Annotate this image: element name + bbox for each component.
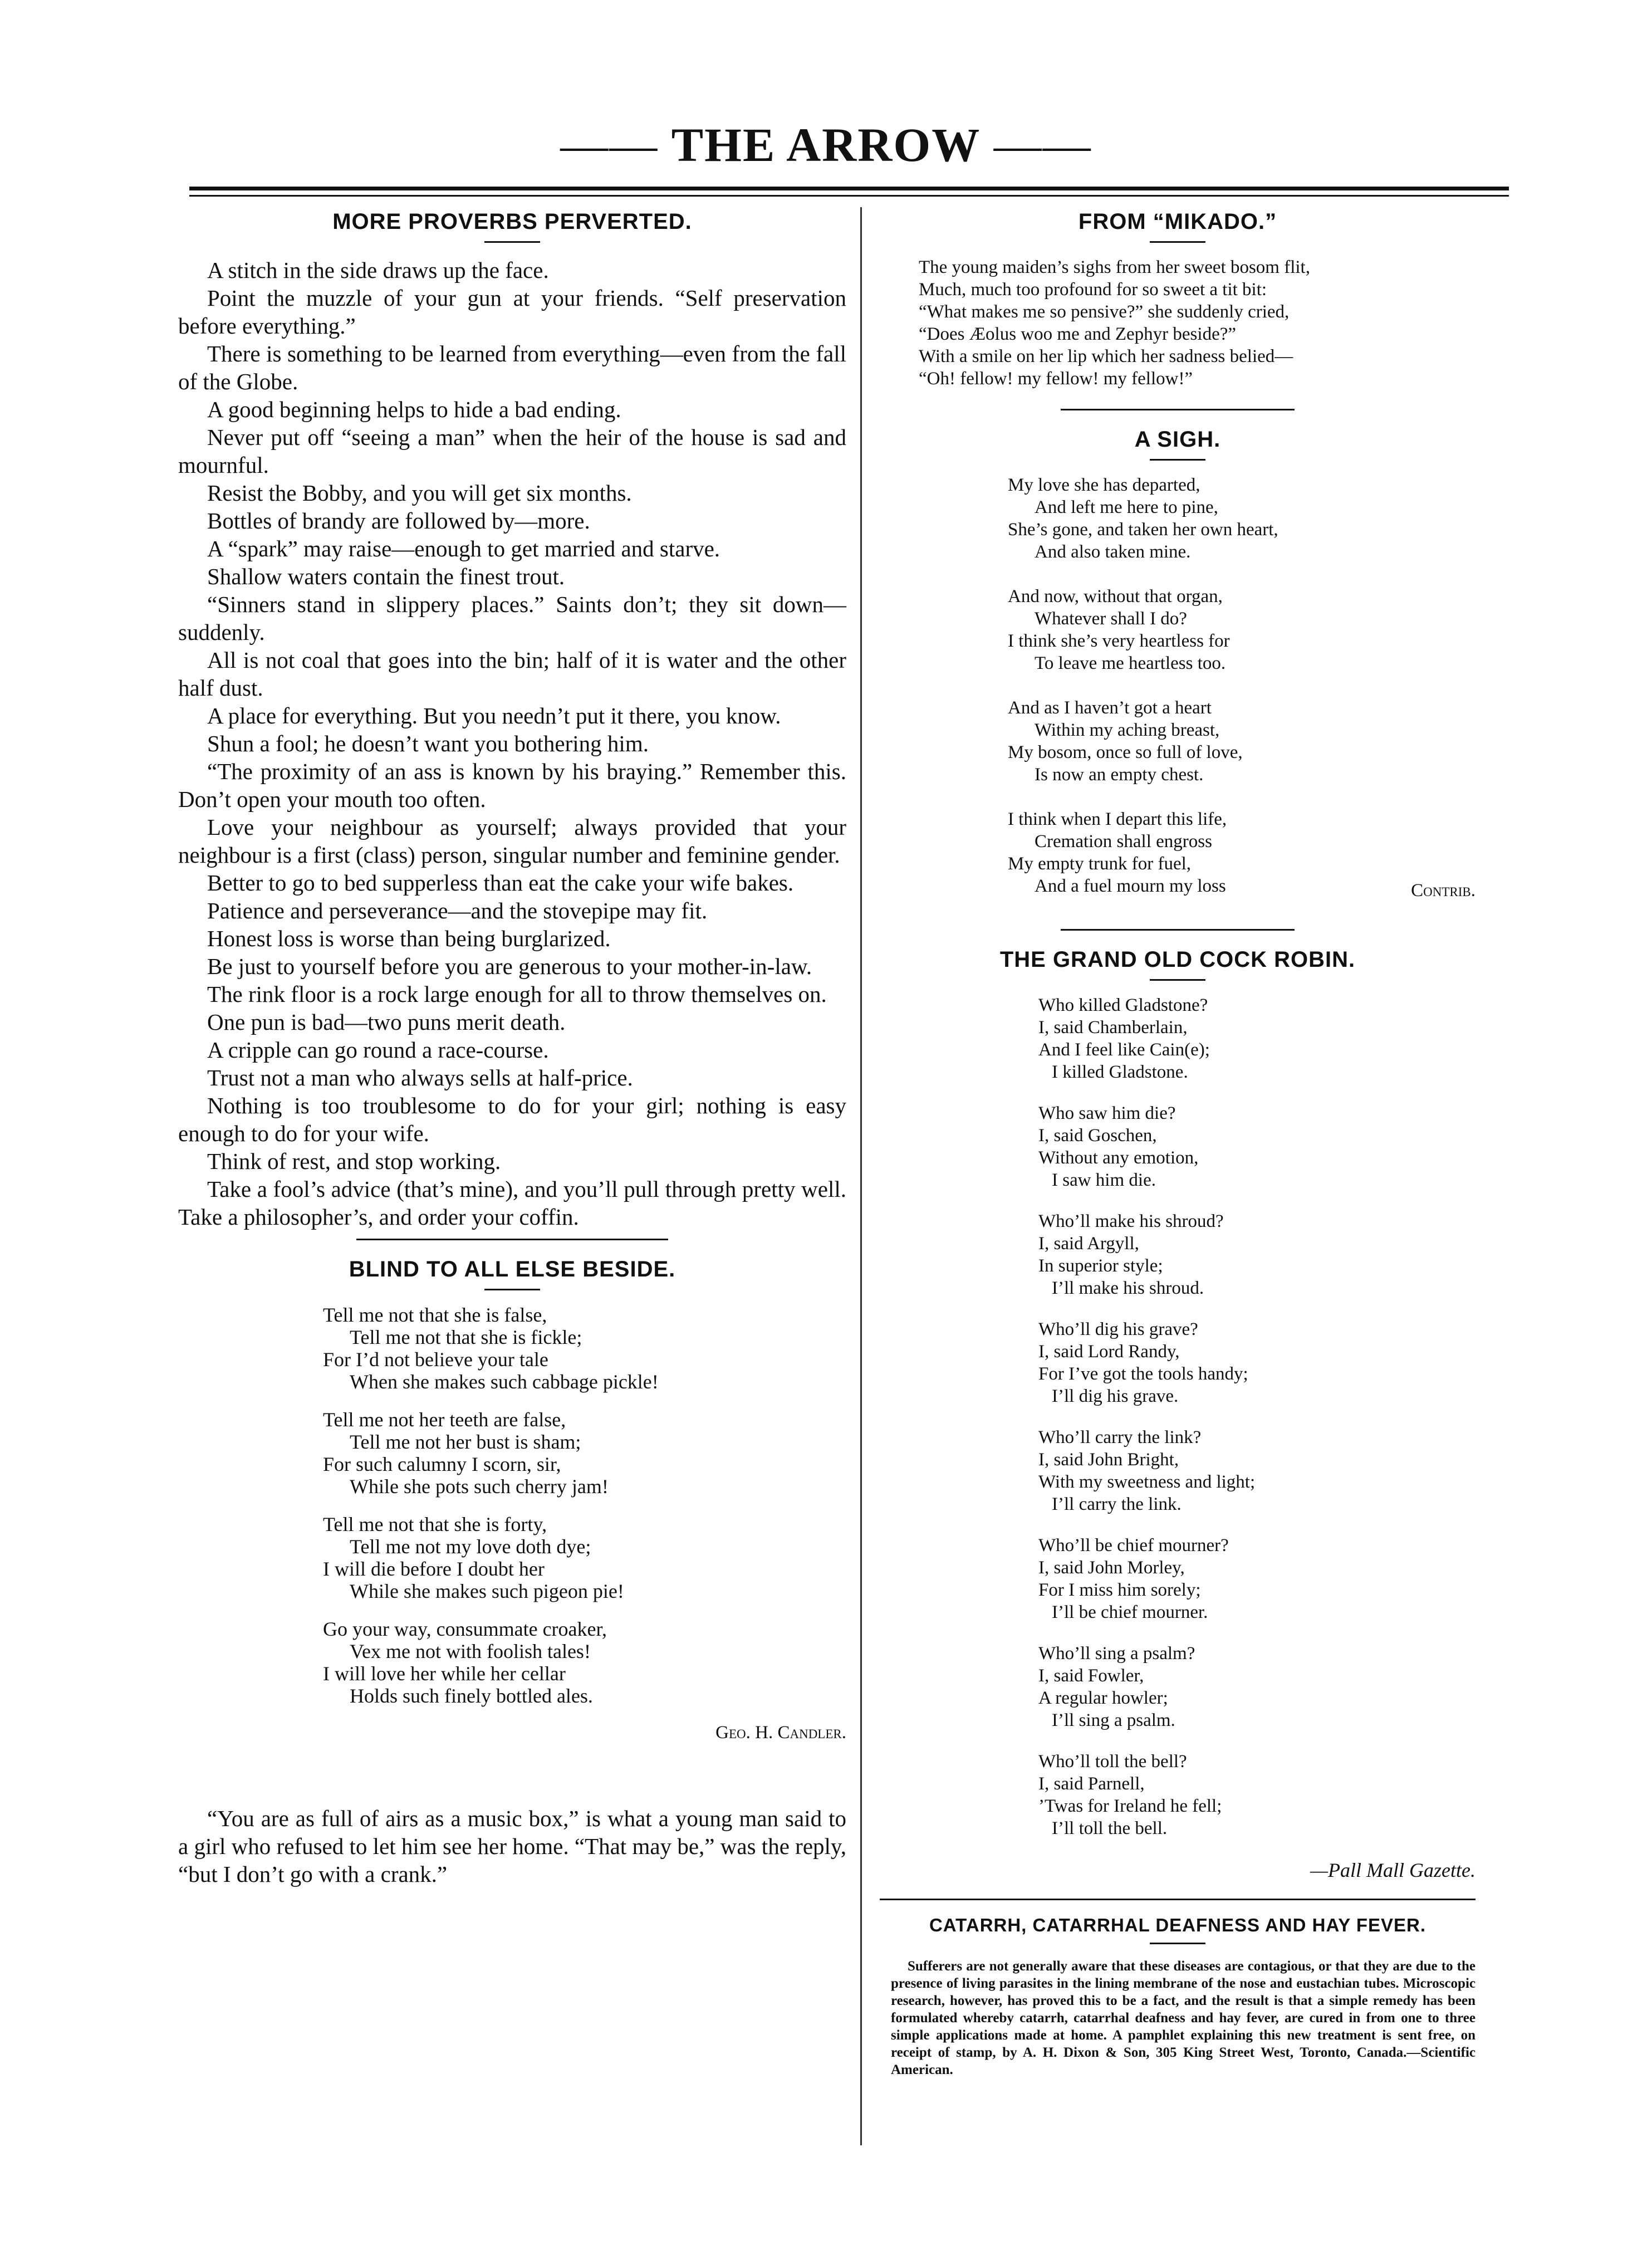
mikado-lines	[919, 256, 1475, 390]
stanza	[1038, 1318, 1475, 1407]
proverb-line: Think of rest, and stop working.	[207, 1148, 501, 1174]
stanza	[323, 1618, 846, 1707]
proverb-line: The rink floor is a rock large enough for all to throw themselves on.	[207, 981, 827, 1007]
verse-line: She’s gone, and taken her own heart,	[1008, 520, 1278, 540]
verse-line: I’ll be chief mourner.	[1052, 1602, 1208, 1622]
verse-line: Who’ll sing a psalm?	[1038, 1644, 1195, 1664]
verse-line: I, said Chamberlain,	[1038, 1018, 1188, 1038]
stanza	[323, 1408, 846, 1498]
verse-line: In superior style;	[1038, 1256, 1163, 1276]
proverb-line: Patience and perseverance—and the stovepipe may fit.	[207, 898, 708, 923]
section-rule	[1061, 409, 1295, 410]
verse-line: When she makes such cabbage pickle!	[350, 1371, 659, 1393]
stanza	[1008, 585, 1475, 674]
verse-line: Is now an empty chest.	[1035, 765, 1204, 785]
verse-line: I’ll dig his grave.	[1052, 1386, 1179, 1406]
verse-line: Who killed Gladstone?	[1038, 995, 1208, 1015]
right-column	[880, 206, 1475, 2078]
verse-line: I will love her while her cellar	[323, 1662, 566, 1685]
proverb-line: A place for everything. But you needn’t put it there, you know.	[207, 703, 781, 728]
proverb-line: Love your neighbour as yourself; always provided that your neighbour is a first (class) person, singular number and feminine gender.	[178, 814, 846, 868]
verse-line: Tell me not that she is forty,	[323, 1513, 547, 1535]
proverb-line: “The proximity of an ass is known by his braying.” Remember this. Don’t open your mouth too often.	[178, 759, 846, 812]
verse-line: My empty trunk for fuel,	[1008, 854, 1192, 874]
verse-line: For I’ve got the tools handy;	[1038, 1364, 1248, 1384]
cockrobin-heading: THE GRAND OLD COCK ROBIN.	[999, 947, 1356, 972]
verse-line: For I miss him sorely;	[1038, 1580, 1201, 1600]
stanza	[1038, 1102, 1475, 1191]
proverb-line: There is something to be learned from everything—even from the fall of the Globe.	[178, 341, 846, 394]
verse-line: Who’ll carry the link?	[1038, 1427, 1202, 1447]
verse-line: To leave me heartless too.	[1035, 653, 1226, 673]
verse-line: I’ll toll the bell.	[1052, 1818, 1168, 1838]
verse-line: Who’ll dig his grave?	[1038, 1319, 1198, 1339]
verse-line: For I’d not believe your tale	[323, 1348, 548, 1371]
proverb-line: A “spark” may raise—enough to get married and starve.	[207, 536, 720, 561]
verse-line: And a fuel mourn my loss	[1035, 876, 1226, 896]
verse-line: Whatever shall I do?	[1035, 609, 1187, 629]
blind-poem	[178, 1257, 846, 1743]
verse-line: For such calumny I scorn, sir,	[323, 1453, 561, 1475]
heading-rule	[1150, 1943, 1205, 1944]
cockrobin-stanzas	[880, 994, 1475, 1840]
verse-line: I’ll make his shroud.	[1052, 1278, 1204, 1298]
stanza	[1038, 1534, 1475, 1623]
proverb-line: Honest loss is worse than being burglarized.	[207, 926, 611, 951]
stanza	[1038, 1426, 1475, 1515]
stanza	[1008, 474, 1475, 563]
verse-line: I, said Goschen,	[1038, 1126, 1157, 1146]
verse-line: And I feel like Cain(e);	[1038, 1040, 1210, 1060]
masthead-rule-top	[189, 187, 1509, 190]
proverb-line: Shun a fool; he doesn’t want you bothering him.	[207, 731, 649, 756]
masthead	[0, 117, 1652, 173]
column-divider	[860, 207, 862, 2145]
cockrobin-poem	[880, 947, 1475, 1882]
verse-line: Vex me not with foolish tales!	[350, 1640, 591, 1662]
stanza	[1038, 994, 1475, 1083]
verse-line: I think she’s very heartless for	[1008, 631, 1230, 651]
stanza	[1038, 1642, 1475, 1731]
verse-line: Within my aching breast,	[1035, 720, 1220, 740]
verse-line: And now, without that organ,	[1008, 586, 1223, 606]
verse-line: Cremation shall engross	[1035, 831, 1212, 852]
verse-line: “Oh! fellow! my fellow! my fellow!”	[919, 369, 1193, 389]
blind-signature: Geo. H. Candler.	[715, 1723, 846, 1743]
verse-line: Holds such finely bottled ales.	[350, 1685, 593, 1707]
section-rule	[356, 1239, 668, 1240]
verse-line: I, said Fowler,	[1038, 1666, 1144, 1686]
mikado-poem	[880, 209, 1475, 390]
proverb-line: Trust not a man who always sells at half-price.	[207, 1065, 633, 1090]
proverb-line: Shallow waters contain the finest trout.	[207, 564, 565, 589]
heading-rule	[1150, 979, 1205, 981]
proverb-line: Be just to yourself before you are generous to your mother-in-law.	[207, 953, 812, 979]
verse-line: And as I haven’t got a heart	[1008, 698, 1212, 718]
verse-line: Who’ll make his shroud?	[1038, 1211, 1224, 1231]
cockrobin-signature: —Pall Mall Gazette.	[1310, 1859, 1475, 1881]
stanza	[1038, 1210, 1475, 1299]
blind-heading: BLIND TO ALL ELSE BESIDE.	[349, 1257, 676, 1281]
verse-line: A regular howler;	[1038, 1688, 1168, 1708]
verse-line: Tell me not my love doth dye;	[350, 1535, 591, 1558]
proverb-line: All is not coal that goes into the bin; half of it is water and the other half dust.	[178, 647, 846, 701]
catarrh-heading: CATARRH, CATARRHAL DEAFNESS AND HAY FEVER.	[929, 1915, 1426, 1935]
heading-rule	[1150, 241, 1205, 243]
proverb-line: Better to go to bed supperless than eat the cake your wife bakes.	[207, 870, 794, 896]
proverbs-heading: MORE PROVERBS PERVERTED.	[332, 209, 692, 234]
proverb-line: “Sinners stand in slippery places.” Saints don’t; they sit down—suddenly.	[178, 591, 846, 645]
proverb-line: One pun is bad—two puns merit death.	[207, 1009, 566, 1035]
proverb-line: A good beginning helps to hide a bad ending.	[207, 397, 621, 422]
verse-line: ’Twas for Ireland he fell;	[1038, 1796, 1222, 1816]
proverb-list	[178, 256, 846, 1231]
verse-line: Who saw him die?	[1038, 1103, 1176, 1123]
verse-line: With a smile on her lip which her sadness belied—	[919, 346, 1293, 366]
heading-rule	[484, 241, 540, 243]
proverb-line: Point the muzzle of your gun at your friends. “Self preservation before everything.”	[178, 285, 846, 339]
verse-line: Tell me not that she is false,	[323, 1304, 547, 1326]
stanza	[1008, 697, 1475, 786]
verse-line: With my sweetness and light;	[1038, 1472, 1256, 1492]
sigh-signature: Contrib.	[1411, 881, 1475, 901]
verse-line: I saw him die.	[1052, 1170, 1156, 1190]
stanza	[1038, 1750, 1475, 1840]
verse-line: Much, much too profound for so sweet a tit bit:	[919, 280, 1267, 300]
proverb-line: Bottles of brandy are followed by—more.	[207, 508, 590, 534]
heading-rule	[484, 1289, 540, 1290]
verse-line: Who’ll toll the bell?	[1038, 1752, 1187, 1772]
verse-line: Go your way, consummate croaker,	[323, 1618, 607, 1640]
masthead-title: THE ARROW	[671, 118, 981, 172]
verse-line: My love she has departed,	[1008, 475, 1200, 495]
proverb-line: A stitch in the side draws up the face.	[207, 257, 549, 283]
verse-line: While she makes such pigeon pie!	[350, 1580, 624, 1602]
masthead-rule-bottom	[189, 195, 1509, 197]
sigh-stanzas	[880, 474, 1475, 897]
verse-line: I’ll carry the link.	[1052, 1494, 1182, 1514]
musicbox-anecdote: “You are as full of airs as a music box,” is what a young man said to a girl who refused to let him see her home. “That may be,” was the reply, “but I don’t go with a crank.”	[178, 1806, 846, 1887]
heading-rule	[1150, 459, 1205, 461]
mikado-heading: FROM “MIKADO.”	[1078, 209, 1277, 234]
masthead-dash-right: ——	[981, 118, 1092, 172]
masthead-dash-left: ——	[560, 118, 671, 172]
verse-line: Without any emotion,	[1038, 1148, 1199, 1168]
verse-line: While she pots such cherry jam!	[350, 1475, 609, 1498]
verse-line: And also taken mine.	[1035, 542, 1191, 562]
verse-line: I, said John Bright,	[1038, 1450, 1179, 1470]
proverb-line: Never put off “seeing a man” when the heir of the house is sad and mournful.	[178, 424, 846, 478]
proverbs-article	[178, 209, 846, 1231]
blind-stanzas	[178, 1304, 846, 1707]
verse-line: I think when I depart this life,	[1008, 809, 1227, 829]
sigh-poem	[880, 427, 1475, 901]
verse-line: Who’ll be chief mourner?	[1038, 1535, 1229, 1556]
verse-line: Tell me not that she is fickle;	[350, 1326, 582, 1348]
verse-line: And left me here to pine,	[1035, 497, 1218, 517]
verse-line: I’ll sing a psalm.	[1052, 1710, 1175, 1730]
proverb-line: Take a fool’s advice (that’s mine), and you’ll pull through pretty well. Take a philosopher’s, and order your coffin.	[178, 1176, 846, 1230]
verse-line: I killed Gladstone.	[1052, 1062, 1188, 1082]
stanza	[323, 1513, 846, 1602]
verse-line: “Does Æolus woo me and Zephyr beside?”	[919, 324, 1237, 344]
verse-line: I, said Argyll,	[1038, 1234, 1139, 1254]
sigh-heading: A SIGH.	[1134, 427, 1221, 452]
stanza	[323, 1304, 846, 1393]
proverb-line: Nothing is too troublesome to do for your girl; nothing is easy enough to do for your wife.	[178, 1093, 846, 1146]
catarrh-body: Sufferers are not generally aware that these diseases are contagious, or that they are due to the presence of living parasites in the lining membrane of the nose and eustachian tubes. Microscopic research, however, has proved this to be a fact, and the result is that a simple remedy has been formulated whereby catarrh, catarrhal deafness and hay fever, are cured in from one to three simple applications made at home. A pamphlet explaining this new treatment is sent free, on receipt of stamp, by A. H. Dixon & Son, 305 King Street West, Toronto, Canada.—Scientific American.	[891, 1959, 1475, 2077]
verse-line: I will die before I doubt her	[323, 1558, 545, 1580]
catarrh-advert	[880, 1915, 1475, 2078]
verse-line: Tell me not her teeth are false,	[323, 1408, 566, 1431]
verse-line: The young maiden’s sighs from her sweet bosom flit,	[919, 257, 1310, 277]
proverb-line: Resist the Bobby, and you will get six months.	[207, 480, 632, 506]
verse-line: I, said Lord Randy,	[1038, 1342, 1180, 1362]
proverb-line: A cripple can go round a race-course.	[207, 1037, 549, 1063]
verse-line: My bosom, once so full of love,	[1008, 742, 1243, 762]
left-column	[178, 206, 846, 1911]
section-rule	[880, 1899, 1475, 1900]
verse-line: I, said John Morley,	[1038, 1558, 1185, 1578]
verse-line: I, said Parnell,	[1038, 1774, 1145, 1794]
verse-line: “What makes me so pensive?” she suddenly cried,	[919, 302, 1290, 322]
verse-line: Tell me not her bust is sham;	[350, 1431, 581, 1453]
section-rule	[1061, 929, 1295, 931]
